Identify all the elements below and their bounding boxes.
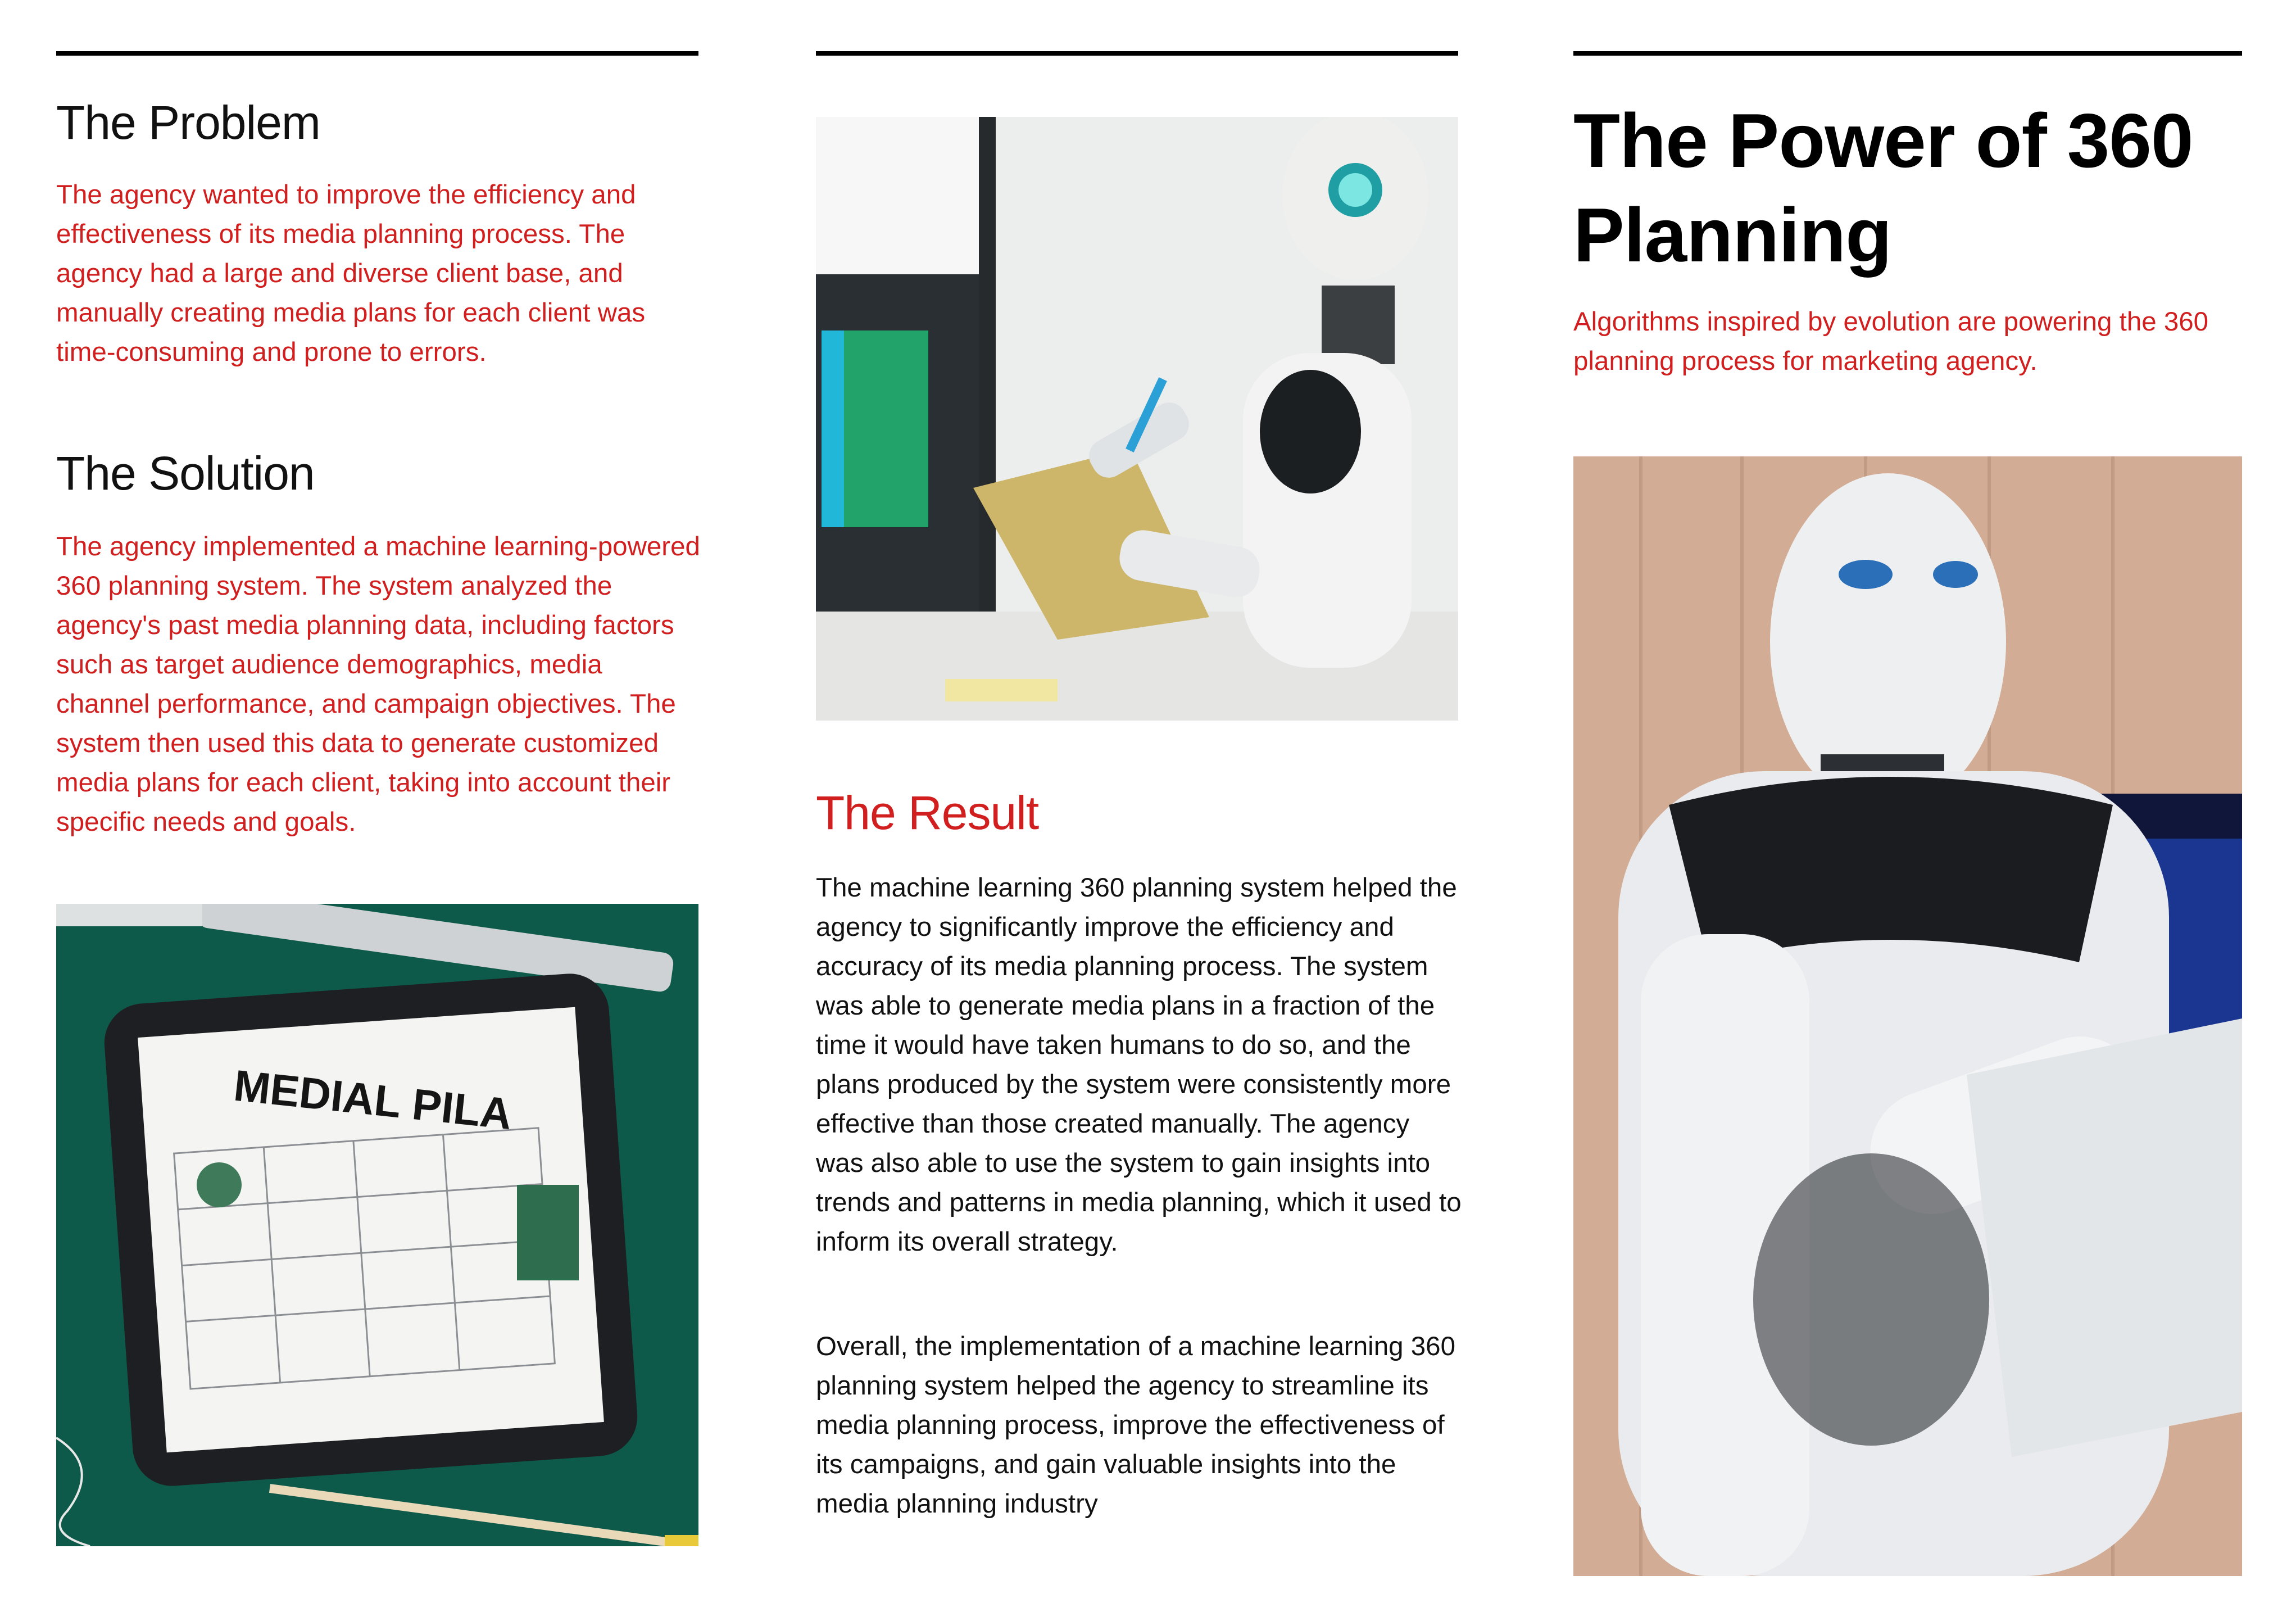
solution-text: The agency implemented a machine learning-powered 360 planning system. The system analyzed the agency's past media planning data, including factors such as target audience demographics, media channel performance, and campaign objectives. The system then used this data to generate customized media plans for each client, taking into account their specific needs and goals. (56, 532, 700, 837)
left-column-rule (56, 51, 698, 56)
middle-column-rule (816, 51, 1458, 56)
page-subtitle: Algorithms inspired by evolution are powering the 360 planning process for marketing agency. (1573, 307, 2209, 376)
result-text-2: Overall, the implementation of a machine learning 360 planning system helped the agency to streamline its media planning process, improve the effectiveness of its campaigns, and gain valuable insights into the media planning industry (816, 1332, 1456, 1519)
result-text-1: The machine learning 360 planning system helped the agency to significantly improve the efficiency and accuracy of its media planning process. The system was able to generate media plans in a fraction of the time it would have taken humans to do so, and the plans produced by the system were consistently more effective than those created manually. The agency was also able to use the system to gain insights into trends and patterns in media planning, which it used to inform its overall strategy. (816, 873, 1462, 1257)
problem-heading: The Problem (56, 96, 320, 149)
problem-text: The agency wanted to improve the efficiency and effectiveness of its media planning process. The agency had a large and diverse client base, and manually creating media plans for each client was time-consuming and prone to errors. (56, 180, 646, 367)
robot-desk-image (816, 117, 1458, 721)
robot-portrait-image (1573, 456, 2242, 1576)
result-heading: The Result (816, 786, 1039, 839)
tablet-image-text: MEDIAL PILA (231, 1060, 515, 1139)
page-title: The Power of 360 Planning (1573, 98, 2193, 278)
right-column-rule (1573, 51, 2242, 56)
solution-heading: The Solution (56, 447, 315, 500)
tablet-media-plan-image (56, 904, 698, 1546)
